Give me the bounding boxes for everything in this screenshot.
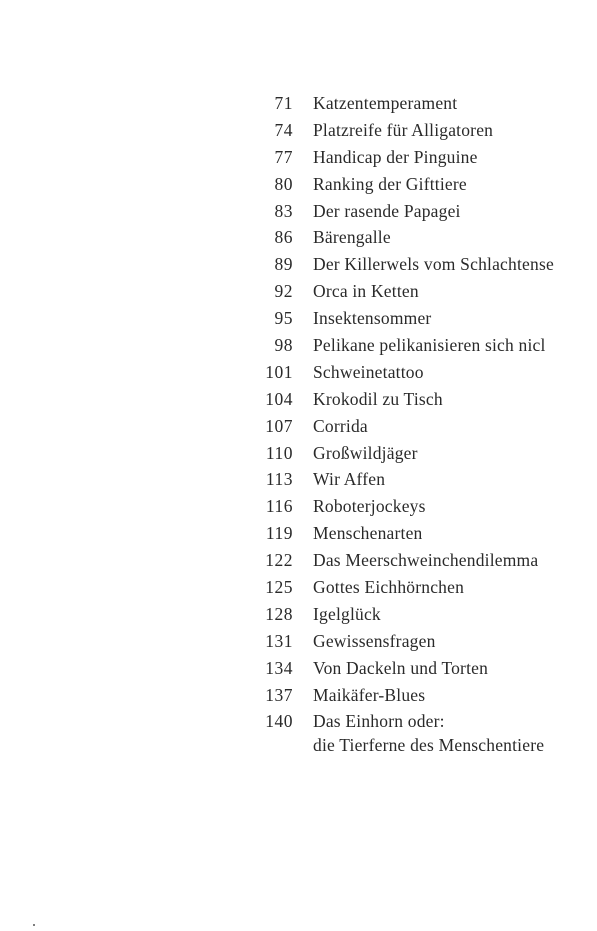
- toc-entry-title: Katzentemperament: [313, 93, 458, 113]
- toc-entry: [0, 628, 597, 655]
- toc-entry: [0, 251, 597, 278]
- toc-entry: [0, 386, 597, 413]
- toc-page-number: 134: [265, 657, 293, 678]
- toc-entry-title: Corrida: [313, 415, 368, 436]
- toc-page-number: 89: [274, 254, 293, 275]
- toc-entry: [0, 440, 597, 467]
- toc-entry-title-line: Das Einhorn oder:: [313, 711, 445, 732]
- toc-entry-title: Orca in Ketten: [313, 281, 419, 302]
- toc-page-number: 122: [265, 550, 293, 571]
- toc-entry: [0, 493, 597, 520]
- toc-entry: [0, 117, 597, 144]
- toc-entry: [0, 708, 597, 762]
- toc-entry: [0, 413, 597, 440]
- toc-entry-title: Insektensommer: [313, 308, 432, 329]
- toc-page-number: 110: [265, 442, 293, 463]
- toc-entry: [0, 332, 597, 359]
- toc-entry-title: Menschenarten: [313, 523, 423, 544]
- toc-entry: [0, 520, 597, 547]
- toc-entry: [0, 224, 597, 251]
- toc-page-number: 125: [265, 577, 293, 598]
- corner-mark: [33, 924, 35, 926]
- toc-page-number: 71: [274, 93, 293, 113]
- toc-page-number: 104: [265, 388, 293, 409]
- toc-entry: [0, 198, 597, 225]
- toc-entry-title: Krokodil zu Tisch: [313, 388, 443, 409]
- toc-page-number: 95: [274, 308, 293, 329]
- toc-page-number: 128: [265, 603, 293, 624]
- toc-page-number: 116: [265, 496, 293, 517]
- toc-entry-title: Bärengalle: [313, 227, 391, 248]
- toc-entry: [0, 278, 597, 305]
- toc-entry: [0, 574, 597, 601]
- toc-entry-title: Platzreife für Alligatoren: [313, 119, 494, 140]
- toc-page-number: 74: [274, 119, 293, 140]
- toc-page-number: 86: [274, 227, 293, 248]
- toc-entry: [0, 359, 597, 386]
- toc-entry-title: Großwildjäger: [313, 442, 418, 463]
- toc-page-number: 101: [265, 361, 293, 382]
- toc-entry: [0, 144, 597, 171]
- toc-page-number: 80: [274, 173, 293, 194]
- toc-entry-title: Maikäfer-Blues: [313, 684, 426, 705]
- toc-page-number: 83: [274, 200, 293, 221]
- toc-entry: [0, 601, 597, 628]
- toc-entry: [0, 682, 597, 709]
- toc-entry-title-line: die Tierferne des Menschentiere: [313, 735, 545, 756]
- toc-entry: [0, 90, 597, 117]
- toc-entry-title: Von Dackeln und Torten: [313, 657, 489, 678]
- toc-entry-title: Gewissensfragen: [313, 630, 436, 651]
- toc-entry: [0, 547, 597, 574]
- toc-entry-title: [313, 708, 544, 756]
- table-of-contents: [0, 90, 597, 770]
- toc-entry-title: Der Killerwels vom Schlachtense: [313, 254, 554, 275]
- toc-page-number: 119: [265, 523, 293, 544]
- toc-entry-title: Ranking der Gifttiere: [313, 173, 467, 194]
- toc-page-number: 98: [274, 335, 293, 356]
- toc-page-number: 77: [274, 146, 293, 167]
- toc-entry-title: Das Meerschweinchendilemma: [313, 550, 539, 571]
- toc-page-number: 137: [265, 684, 293, 705]
- toc-entry: [0, 305, 597, 332]
- toc-page-number: 131: [265, 630, 293, 651]
- toc-page-number: 113: [265, 469, 293, 490]
- toc-page-number: 92: [274, 281, 293, 302]
- toc-entry-title: Wir Affen: [313, 469, 386, 490]
- toc-entry-title: Pelikane pelikanisieren sich nicl: [313, 335, 546, 356]
- toc-entry-title: Schweinetattoo: [313, 361, 424, 382]
- toc-page-number: 107: [265, 415, 293, 436]
- toc-entry-title: Der rasende Papagei: [313, 200, 461, 221]
- toc-page-number: 140: [265, 711, 293, 732]
- toc-entry: [0, 466, 597, 493]
- toc-entry: [0, 171, 597, 198]
- toc-entry-title: Gottes Eichhörnchen: [313, 577, 465, 598]
- toc-entry: [0, 655, 597, 682]
- toc-entry-title: Roboterjockeys: [313, 496, 426, 517]
- toc-entry-title: Handicap der Pinguine: [313, 146, 478, 167]
- toc-entry-title: Igelglück: [313, 603, 381, 624]
